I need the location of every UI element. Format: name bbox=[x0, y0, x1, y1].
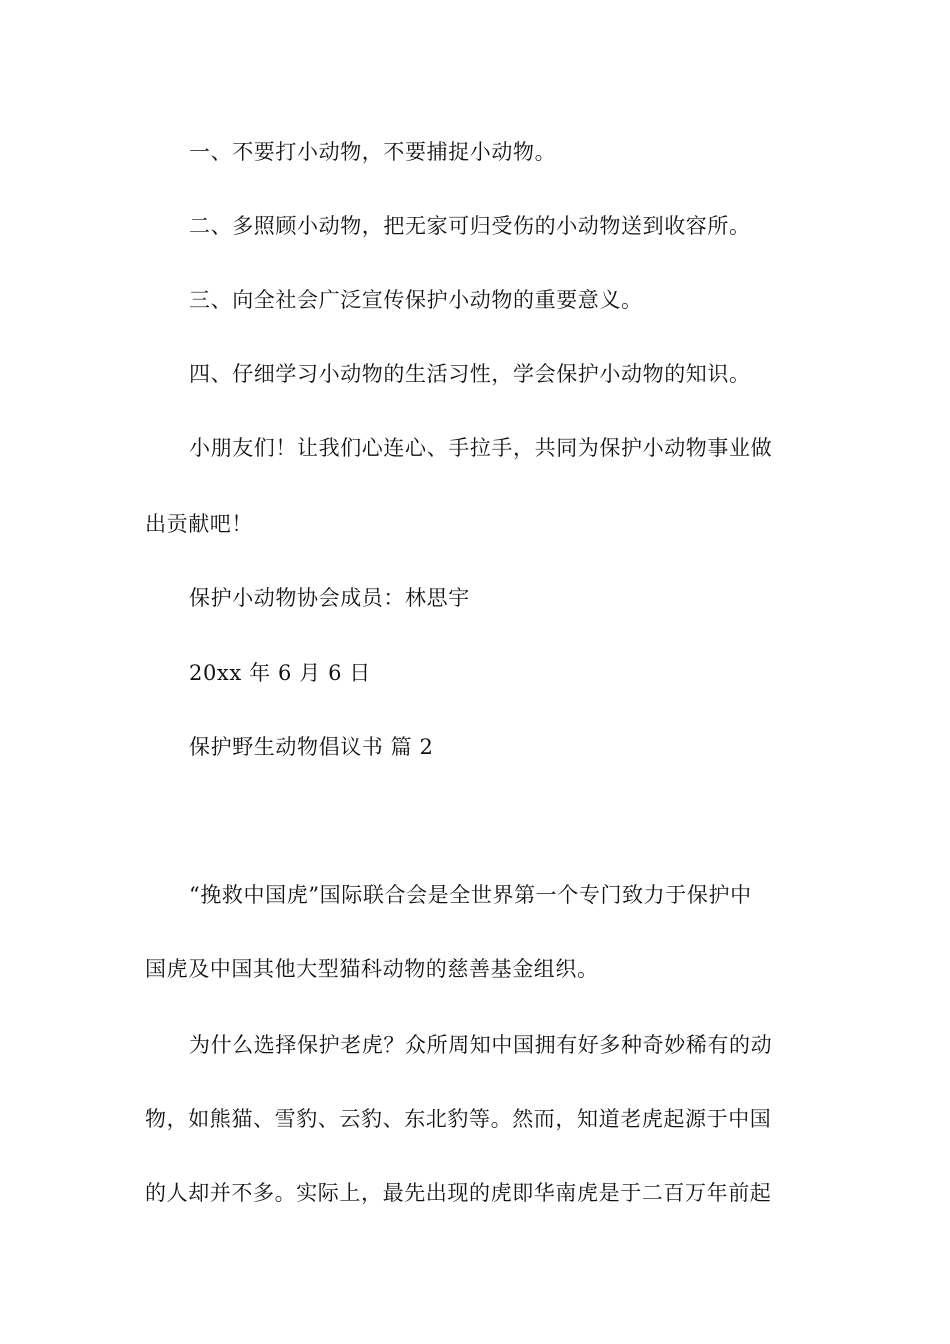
section-heading: 保护野生动物倡议书 篇 2 bbox=[189, 735, 434, 759]
rule-item-3: 三、向全社会广泛宣传保护小动物的重要意义。 bbox=[189, 288, 643, 312]
date-line: 20xx 年 6 月 6 日 bbox=[189, 661, 371, 685]
signature-line: 保护小动物协会成员：林思宇 bbox=[189, 586, 470, 610]
closing-paragraph-line-1: 小朋友们！让我们心连心、手拉手，共同为保护小动物事业做 bbox=[189, 436, 773, 460]
rule-item-1: 一、不要打小动物，不要捕捉小动物。 bbox=[189, 140, 557, 164]
paragraph-2-line-2: 物，如熊猫、雪豹、云豹、东北豹等。然而，知道老虎起源于中国 bbox=[145, 1107, 772, 1131]
rule-item-4: 四、仔细学习小动物的生活习性，学会保护小动物的知识。 bbox=[189, 362, 751, 386]
paragraph-2-line-3: 的人却并不多。实际上，最先出现的虎即华南虎是于二百万年前起 bbox=[145, 1181, 772, 1205]
closing-paragraph-line-2: 出贡献吧！ bbox=[145, 512, 253, 536]
paragraph-1-line-2: 国虎及中国其他大型猫科动物的慈善基金组织。 bbox=[145, 957, 599, 981]
paragraph-1-line-1: “挽救中国虎”国际联合会是全世界第一个专门致力于保护中 bbox=[189, 883, 752, 907]
paragraph-2-line-1: 为什么选择保护老虎？众所周知中国拥有好多种奇妙稀有的动 bbox=[189, 1033, 773, 1057]
rule-item-2: 二、多照顾小动物，把无家可归受伤的小动物送到收容所。 bbox=[189, 214, 751, 238]
